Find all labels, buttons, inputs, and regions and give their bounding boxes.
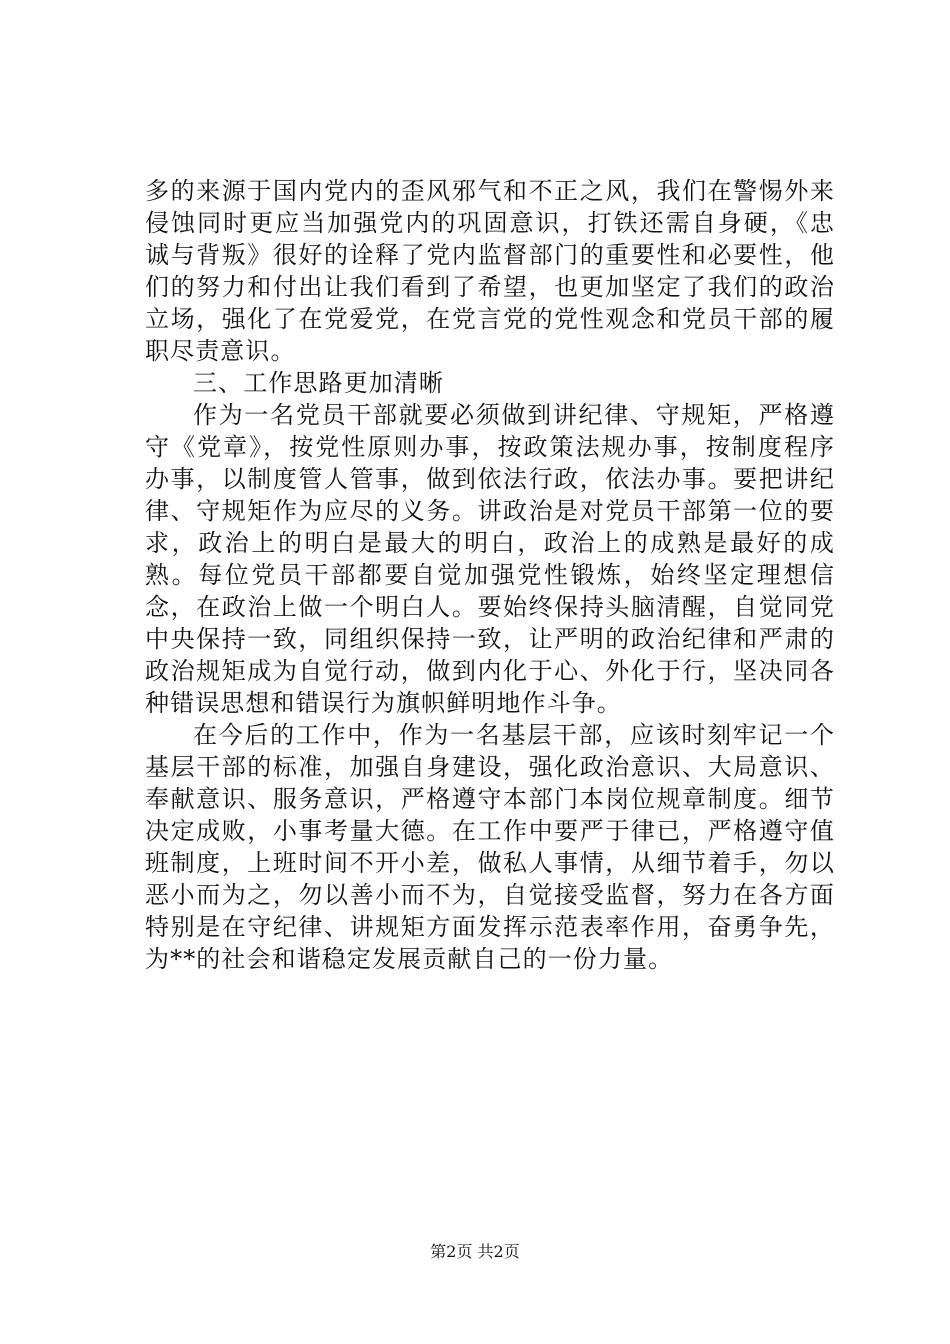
paragraph-party-discipline: 作为一名党员干部就要必须做到讲纪律、守规矩，严格遵守《党章》，按党性原则办事，按政策法规办事，按制度程序办事，以制度管人管事，做到依法行政，依法办事。要把讲纪律、守规矩作为应尽的义务。讲政治是对党员干部第一位的要求，政治上的明白是最大的明白，政治上的成熟是最好的成熟。每位党员干部都要自觉加强党性锻炼，始终坚定理想信念，在政治上做一个明白人。要始终保持头脑清醒，自觉同党中央保持一致，同组织保持一致，让严明的政治纪律和严肃的政治规矩成为自觉行动，做到内化于心、外化于行，坚决同各种错误思想和错误行为旗帜鲜明地作斗争。 [145,401,835,717]
paragraph-continuation: 多的来源于国内党内的歪风邪气和不正之风，我们在警惕外来侵蚀同时更应当加强党内的巩固意识，打铁还需自身硬，《忠诚与背叛》很好的诠释了党内监督部门的重要性和必要性，他们的努力和付出让我们看到了希望，也更加坚定了我们的政治立场，强化了在党爱党，在党言党的党性观念和党员干部的履职尽责意识。 [145,177,835,365]
page-footer: 第2页 共2页 [430,1242,520,1261]
paragraph-future-work: 在今后的工作中，作为一名基层干部，应该时刻牢记一个基层干部的标准，加强自身建设，强化政治意识、大局意识、奉献意识、服务意识，严格遵守本部门本岗位规章制度。细节决定成败，小事考量大德。在工作中要严于律已，严格遵守值班制度，上班时间不开小差，做私人事情，从细节着手，勿以恶小而为之，勿以善小而不为，自觉接受监督，努力在各方面特别是在守纪律、讲规矩方面发挥示范表率作用，奋勇争先，为**的社会和谐稳定发展贡献自己的一份力量。 [145,721,835,973]
section-heading: 三、工作思路更加清晰 [193,369,444,397]
document-body [145,175,835,975]
